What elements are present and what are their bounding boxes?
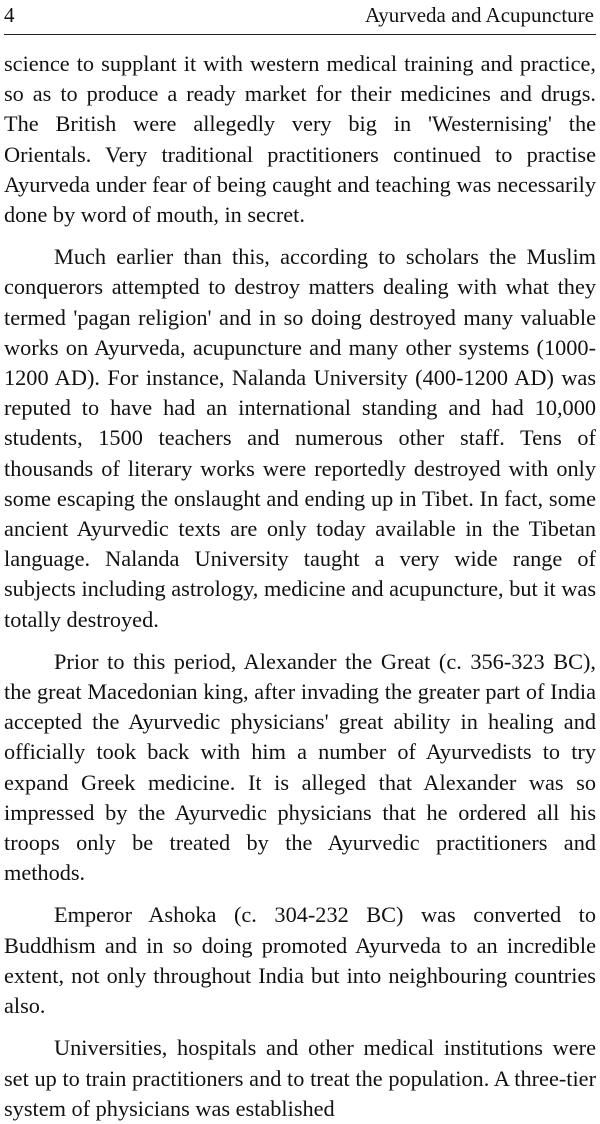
paragraph-ashoka: Emperor Ashoka (c. 304-232 BC) was converted to Buddhism and in so doing promoted Ayurveda to an incredible extent, not only throughout India but into neighbouring countries also. <box>4 902 596 1019</box>
paragraph-muslim-conquerors: Much earlier than this, according to scholars the Muslim conquerors attempted to destroy matters dealing with what they termed 'pagan religion' and in so doing destroyed many valuable works on Ayurveda, acupuncture and many other systems (1000-1200 AD). For instance, Nalanda University (400-1200 AD) was reputed to have had an international standing and had 10,000 students, 1500 teachers and numerous other staff. Tens of thousands of literary works were reportedly destroyed with only some escaping the onslaught and ending up in Tibet. In fact, some ancient Ayurvedic texts are only today available in the Tibetan language. Nalanda University taught a very wide range of subjects including astrology, medicine and acupuncture, but it was totally destroyed. <box>4 244 596 632</box>
running-title: Ayurveda and Acupuncture <box>365 3 594 27</box>
paragraph-continued: science to supplant it with western medical training and practice, so as to produce a ready market for their medicines and drugs. The British were allegedly very big in 'Westernising' the Orientals. Very traditional practitioners continued to practise Ayurveda under fear of being caught and teaching was necessarily done by word of mouth, in secret. <box>4 51 596 228</box>
paragraph-alexander: Prior to this period, Alexander the Great (c. 356-323 BC), the great Macedonian king, after invading the greater part of India accepted the Ayurvedic physicians' great ability in healing and officially took back with him a number of Ayurvedists to try expand Greek medicine. It is alleged that Alexander was so impressed by the Ayurvedic physicians that he ordered all his troops only be treated by the Ayurvedic practitioners and methods. <box>4 648 596 886</box>
paragraph-universities: Universities, hospitals and other medical institutions were set up to train practitioners and to treat the population. A three-tier system of physicians was established <box>4 1035 596 1121</box>
running-header <box>4 0 596 35</box>
page-number: 4 <box>4 3 15 27</box>
body-text <box>4 49 596 1124</box>
book-page <box>4 0 596 1121</box>
